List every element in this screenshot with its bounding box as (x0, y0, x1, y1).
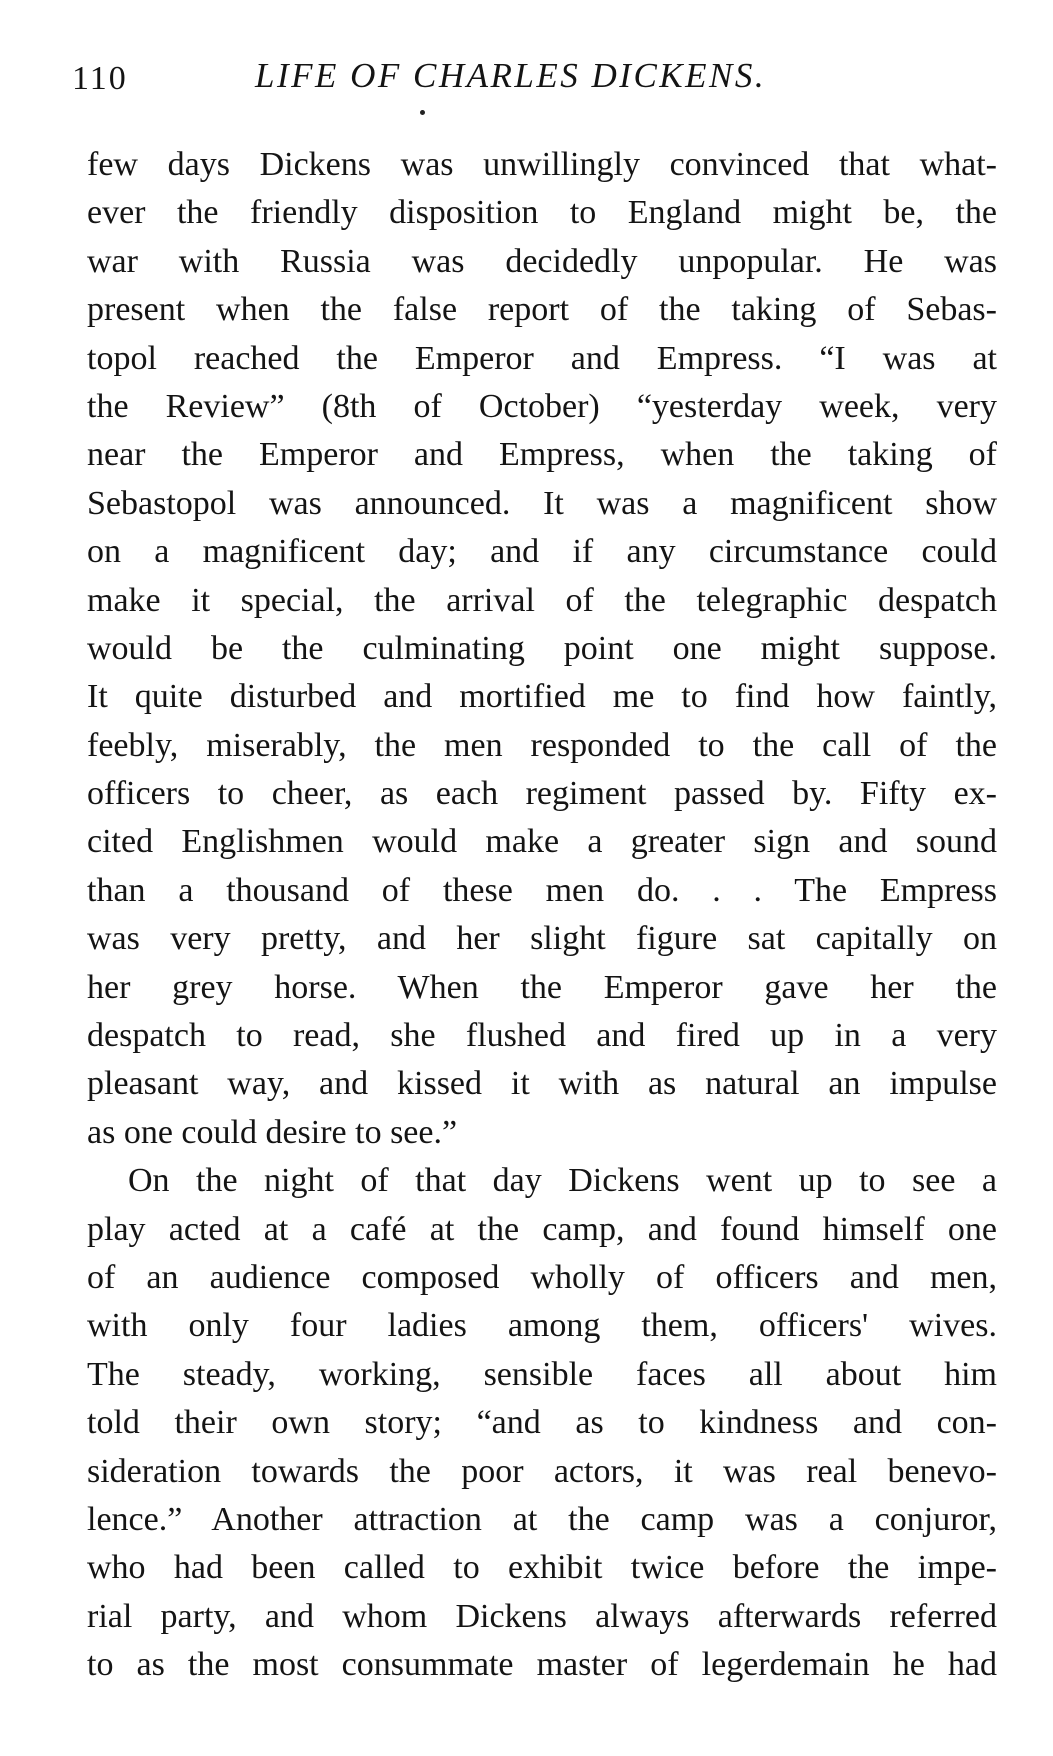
text-line: rial party, and whom Dickens always afterwards referred (87, 1597, 997, 1635)
text-line: few days Dickens was unwillingly convinced that what- (87, 146, 997, 183)
text-line: sideration towards the poor actors, it was real benevo- (87, 1452, 997, 1490)
text-line: of an audience composed wholly of officers and men, (87, 1258, 997, 1296)
text-line: who had been called to exhibit twice before the impe- (87, 1549, 997, 1587)
text-line: on a magnificent day; and if any circumstance could (87, 533, 997, 571)
text-line: would be the culminating point one might suppose. (87, 629, 997, 667)
text-line: pleasant way, and kissed it with as natural an impulse (87, 1065, 997, 1103)
text-line: lence.” Another attraction at the camp was a conjuror, (87, 1500, 997, 1538)
text-line: to as the most consummate master of legerdemain he had (87, 1646, 997, 1684)
text-line: her grey horse. When the Emperor gave her the (87, 968, 997, 1006)
text-line: with only four ladies among them, officers' wives. (87, 1307, 997, 1345)
paragraph-2 (87, 1157, 997, 1689)
text-line: Sebastopol was announced. It was a magnificent show (87, 484, 997, 522)
page-number: 110 (72, 60, 128, 97)
text-line: was very pretty, and her slight figure sat capitally on (87, 920, 997, 958)
body-text (87, 141, 997, 1690)
text-line: present when the false report of the taking of Sebas- (87, 291, 997, 329)
text-line: topol reached the Emperor and Empress. “I was at (87, 339, 997, 377)
page-header (70, 52, 1000, 102)
text-line: On the night of that day Dickens went up to see a (128, 1162, 997, 1200)
text-line: told their own story; “and as to kindness and con- (87, 1404, 997, 1442)
text-line: than a thousand of these men do. . . The Empress (87, 871, 997, 909)
text-line: officers to cheer, as each regiment passed by. Fifty ex- (87, 775, 997, 813)
text-line: play acted at a café at the camp, and found himself one (87, 1210, 997, 1248)
text-line: the Review” (8th of October) “yesterday week, very (87, 387, 997, 425)
text-line: cited Englishmen would make a greater sign and sound (87, 823, 997, 861)
ink-dot (420, 110, 425, 115)
text-line: feebly, miserably, the men responded to the call of the (87, 726, 997, 764)
text-line: It quite disturbed and mortified me to find how faintly, (87, 678, 997, 716)
text-line: make it special, the arrival of the telegraphic despatch (87, 581, 997, 619)
text-line: despatch to read, she flushed and fired up in a very (87, 1017, 997, 1055)
running-title: LIFE OF CHARLES DICKENS. (255, 56, 767, 95)
text-line: war with Russia was decidedly unpopular. He was (87, 242, 997, 280)
text-line: near the Emperor and Empress, when the taking of (87, 436, 997, 474)
text-line: ever the friendly disposition to England might be, the (87, 194, 997, 232)
text-line: The steady, working, sensible faces all about him (87, 1355, 997, 1393)
paragraph-1 (87, 141, 997, 1157)
text-line: as one could desire to see.” (87, 1113, 458, 1151)
